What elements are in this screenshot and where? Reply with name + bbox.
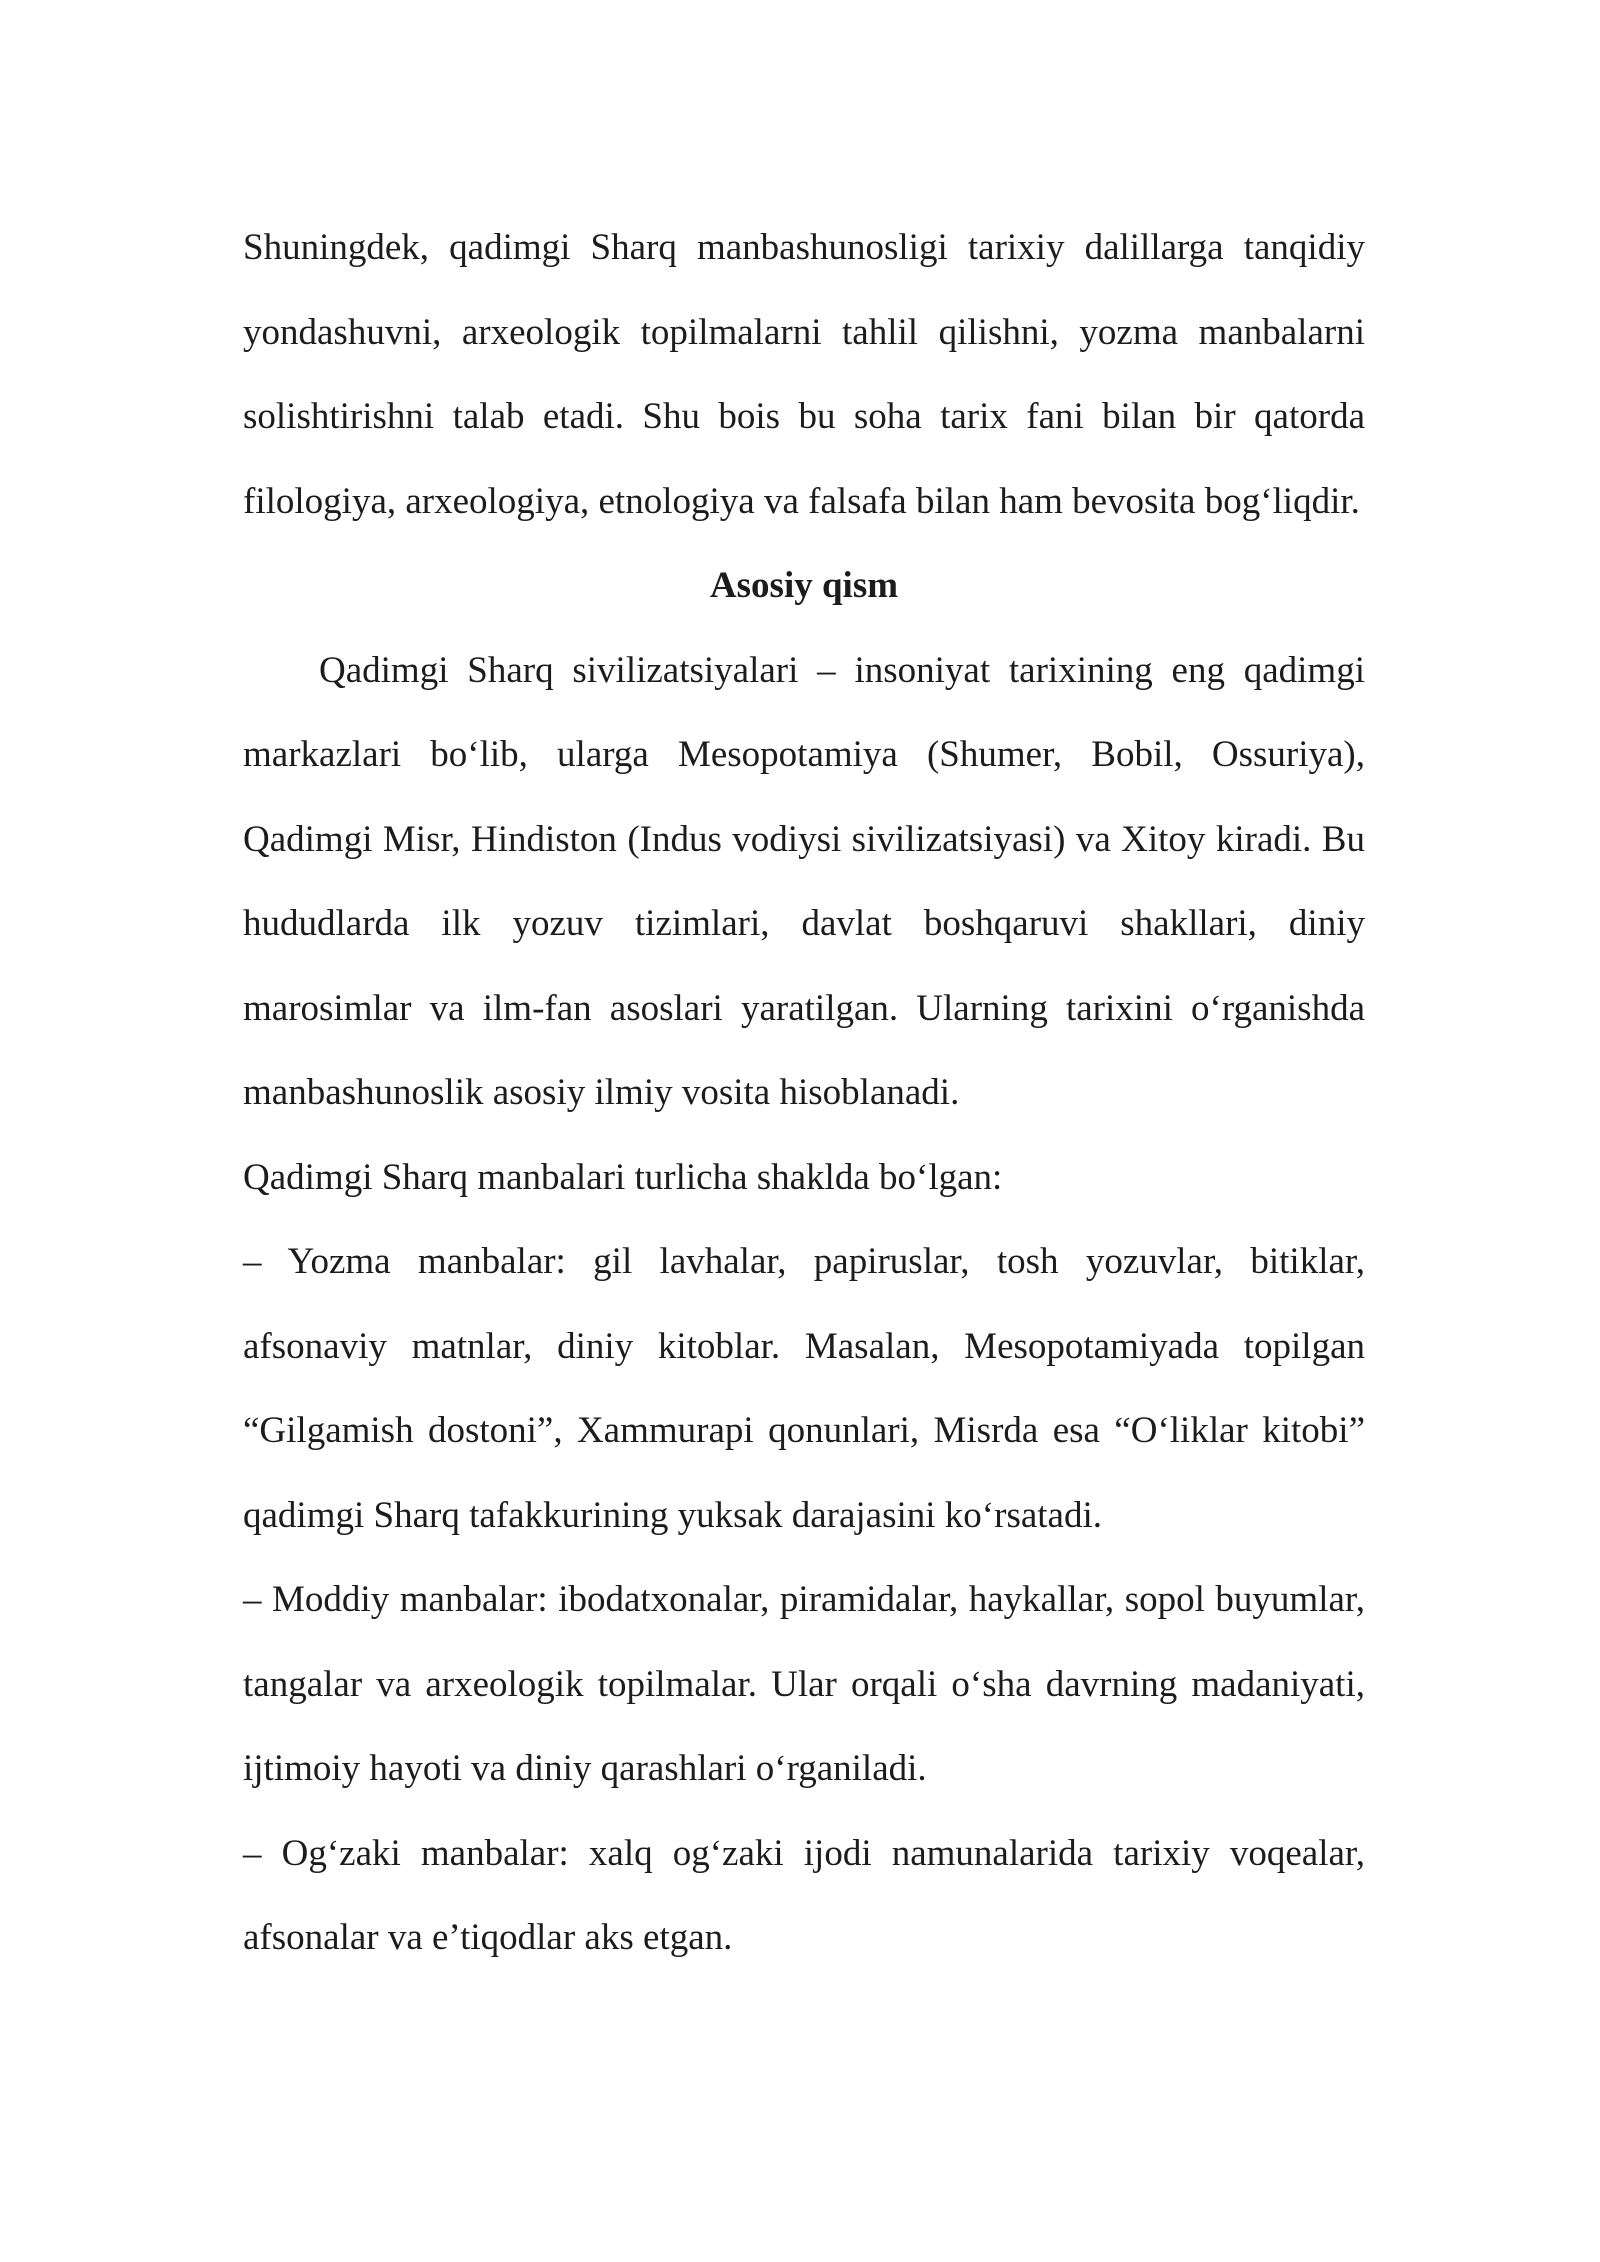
- paragraph-civilizations: Qadimgi Sharq sivilizatsiyalari – insoniyat tarixining eng qadimgi markazlari bo‘lib, ularga Mesopotamiya (Shumer, Bobil, Ossuriya), Qadimgi Misr, Hindiston (Indus vodiysi sivilizatsiyasi) va Xitoy kiradi. Bu hududlarda ilk yozuv tizimlari, davlat boshqaruvi shakllari, diniy marosimlar va ilm-fan asoslari yaratilgan. Ularning tarixini o‘rganishda manbashunoslik asosiy ilmiy vosita hisoblanadi.: [243, 649, 1365, 1113]
- list-item-material-sources: – Moddiy manbalar: ibodatxonalar, piramidalar, haykallar, sopol buyumlar, tangalar va arxeologik topilmalar. Ular orqali o‘sha davrning madaniyati, ijtimoiy hayoti va diniy qarashlari o‘rganiladi.: [243, 1579, 1365, 1789]
- section-heading: Asosiy qism: [709, 565, 899, 606]
- paragraph-intro: Shuningdek, qadimgi Sharq manbashunosligi tarixiy dalillarga tanqidiy yondashuvni, arxeologik topilmalarni tahlil qilishni, yozma manbalarni solishtirishni talab etadi. Shu bois bu soha tarix fani bilan bir qatorda filologiya, arxeologiya, etnologiya va falsafa bilan ham bevosita bog‘liqdir.: [243, 227, 1365, 522]
- paragraph-sources-intro: Qadimgi Sharq manbalari turlicha shaklda bo‘lgan:: [243, 1156, 1003, 1198]
- document-body: [243, 206, 1365, 1981]
- list-item-written-sources: – Yozma manbalar: gil lavhalar, papiruslar, tosh yozuvlar, bitiklar, afsonaviy matnlar, diniy kitoblar. Masalan, Mesopotamiyada topilgan “Gilgamish dostoni”, Xammurapi qonunlari, Misrda esa “O‘liklar kitobi” qadimgi Sharq tafakkurining yuksak darajasini ko‘rsatadi.: [243, 1241, 1365, 1536]
- list-item-oral-sources: – Og‘zaki manbalar: xalq og‘zaki ijodi namunalarida tarixiy voqealar, afsonalar va e’tiqodlar aks etgan.: [243, 1832, 1365, 1958]
